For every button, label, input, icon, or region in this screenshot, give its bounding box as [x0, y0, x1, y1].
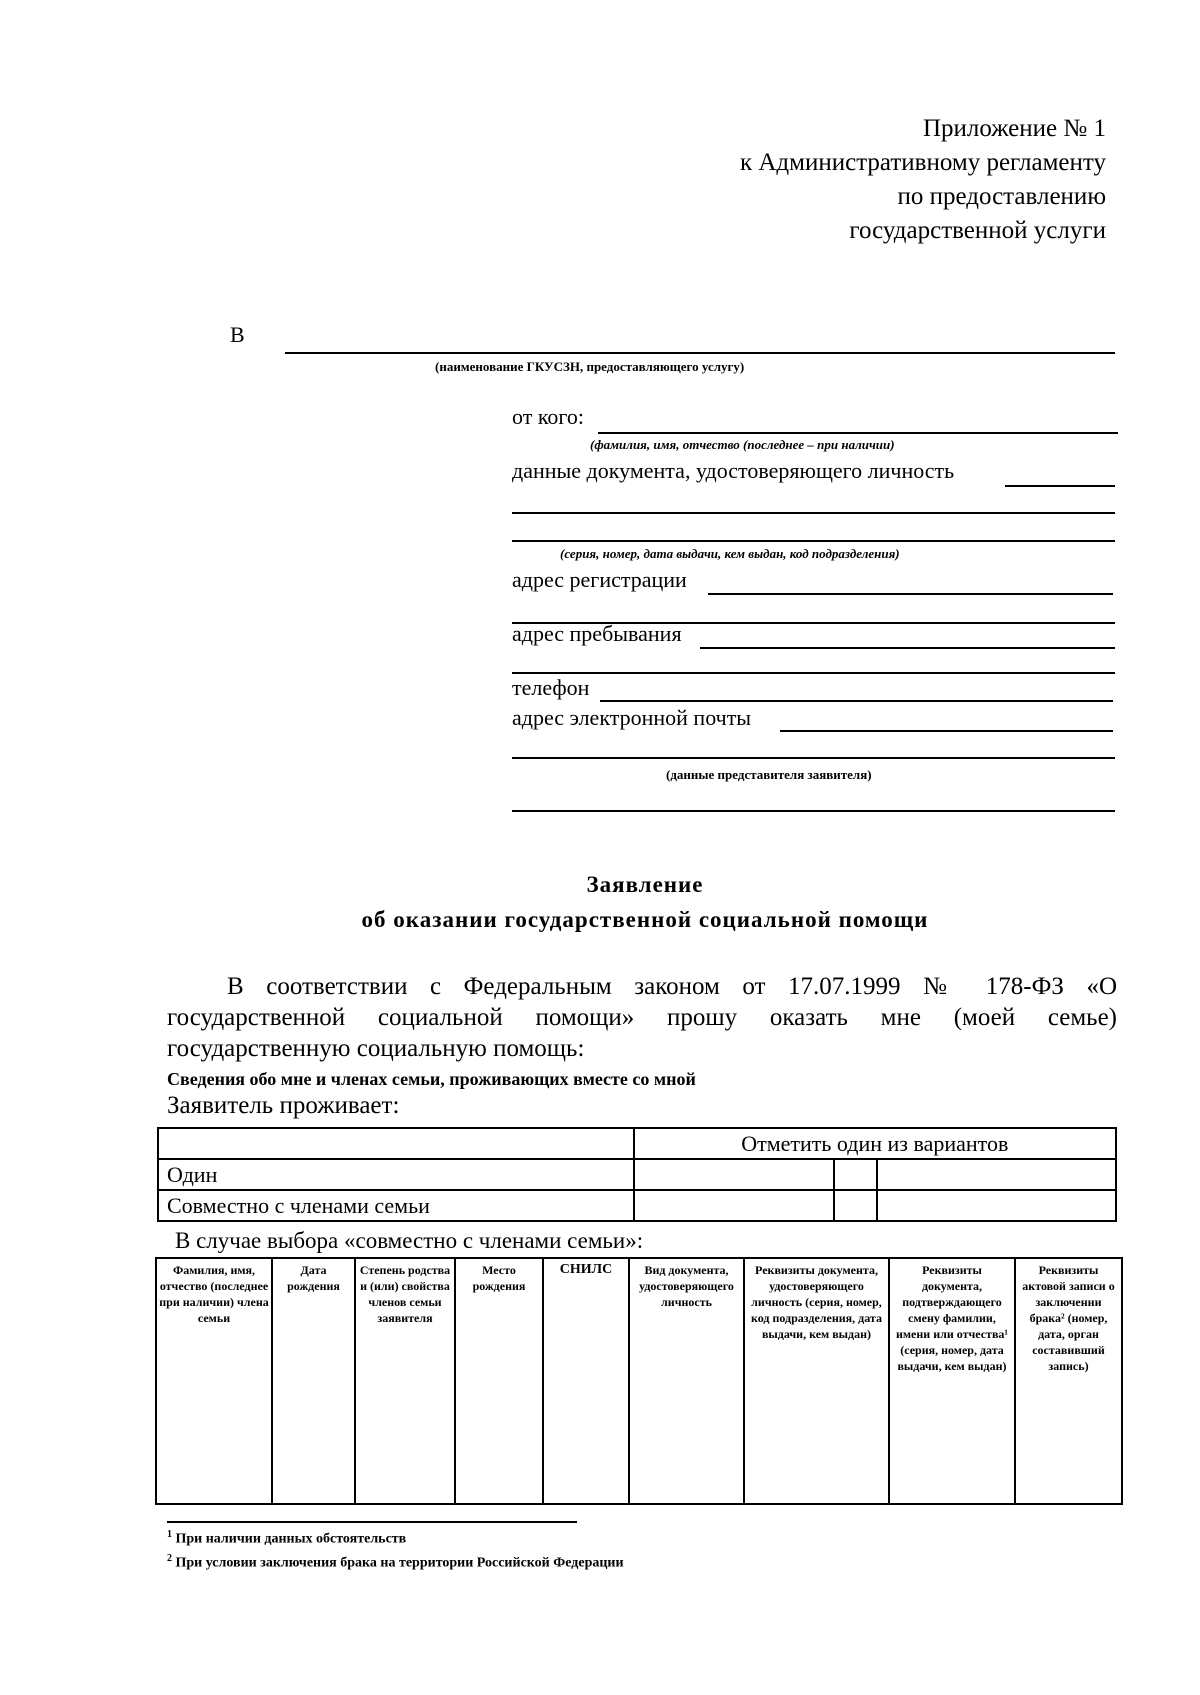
- family-info-heading: Сведения обо мне и членах семьи, проживающих вместе со мной: [167, 1069, 696, 1089]
- col-name-change-doc: Реквизиты документа, подтверждающего смену фамилии, имени или отчества¹ (серия, номер, дата выдачи, кем выдан): [889, 1258, 1015, 1504]
- col-id-doc-details: Реквизиты документа, удостоверяющего личность (серия, номер, код подразделения, дата выдачи, кем выдан): [744, 1258, 889, 1504]
- col-marriage-record: Реквизиты актовой записи о заключении брака² (номер, дата, орган составивший запись): [1015, 1258, 1122, 1504]
- to-field-line[interactable]: [285, 352, 1115, 354]
- footnote-1-text: При наличии данных обстоятельств: [175, 1531, 407, 1547]
- option-family-cell: [634, 1190, 834, 1221]
- col-id-doc-type: Вид документа, удостоверяющего личность: [629, 1258, 744, 1504]
- footnote-2: $^2$ При условии заключения брака на территории Российской Федерации: [167, 1553, 624, 1571]
- stay-address-field-line[interactable]: [700, 647, 1115, 649]
- from-caption: (фамилия, имя, отчество (последнее – при наличии): [590, 437, 895, 452]
- option-alone-label: Один: [158, 1159, 634, 1190]
- appendix-line-4: государственной услуги: [849, 217, 1106, 244]
- footnote-separator: [167, 1521, 577, 1523]
- document-subtitle: об оказании государственной социальной помощи: [361, 907, 929, 932]
- table1-header: Отметить один из вариантов: [634, 1128, 1116, 1159]
- rep-caption: (данные представителя заявителя): [666, 767, 872, 782]
- phone-field-line[interactable]: [600, 700, 1113, 702]
- col-birth-date: Дата рождения: [272, 1258, 355, 1504]
- phone-label: телефон: [512, 675, 590, 700]
- to-label: В: [230, 322, 245, 347]
- table1-header-empty: [158, 1128, 634, 1159]
- appendix-line-3: по предоставлению: [897, 183, 1106, 210]
- from-label: от кого:: [512, 404, 584, 429]
- option-alone-cell: [634, 1159, 834, 1190]
- table2-intro: В случае выбора «совместно с членами семьи»:: [175, 1228, 644, 1253]
- rep-field-line-2[interactable]: [512, 810, 1115, 812]
- living-options-table: [157, 1127, 1117, 1222]
- option-family-checkbox[interactable]: [834, 1190, 878, 1221]
- appendix-line-2: к Административному регламенту: [739, 149, 1106, 176]
- reg-address-field-line[interactable]: [708, 593, 1113, 595]
- option-alone-cell-2: [877, 1159, 1116, 1190]
- id-doc-field-line-2[interactable]: [512, 512, 1115, 514]
- email-field-line[interactable]: [780, 730, 1113, 732]
- family-members-table: [155, 1257, 1123, 1505]
- option-family-cell-2: [877, 1190, 1116, 1221]
- reg-address-label: адрес регистрации: [512, 567, 687, 592]
- id-doc-field-line[interactable]: [1005, 485, 1115, 487]
- appendix-line-1: Приложение № 1: [922, 115, 1106, 142]
- stay-address-label: адрес пребывания: [512, 621, 682, 646]
- to-caption: (наименование ГКУСЗН, предоставляющего услугу): [435, 359, 745, 374]
- option-family-label: Совместно с членами семьи: [158, 1190, 634, 1221]
- rep-field-line[interactable]: [512, 757, 1115, 759]
- col-snils: СНИЛС: [543, 1258, 629, 1504]
- document-title: Заявление: [586, 872, 704, 897]
- from-field-line[interactable]: [598, 432, 1118, 434]
- col-birth-place: Место рождения: [455, 1258, 543, 1504]
- appendix-block: [586, 112, 1106, 248]
- footnote-1: $^1$ При наличии данных обстоятельств: [167, 1529, 407, 1547]
- col-full-name: Фамилия, имя, отчество (последнее при наличии) члена семьи: [156, 1258, 272, 1504]
- id-doc-caption: (серия, номер, дата выдачи, кем выдан, код подразделения): [560, 546, 900, 561]
- body-paragraph: [167, 971, 1117, 1064]
- email-label: адрес электронной почты: [512, 705, 752, 730]
- col-kinship: Степень родства и (или) свойства членов семьи заявителя: [355, 1258, 455, 1504]
- option-alone-checkbox[interactable]: [834, 1159, 878, 1190]
- stay-address-field-line-2[interactable]: [512, 672, 1115, 674]
- id-doc-label: данные документа, удостоверяющего личность: [512, 458, 955, 483]
- footnote-2-text: При условии заключения брака на территории Российской Федерации: [175, 1555, 624, 1571]
- body-paragraph-text: В соответствии с Федеральным законом от 17.07.1999 № 178-ФЗ «О государственной социальной помощи» прошу оказать мне (моей семье) государственную социальную помощь:: [167, 973, 1117, 1062]
- id-doc-field-line-3[interactable]: [512, 540, 1115, 542]
- lives-label: Заявитель проживает:: [167, 1092, 400, 1119]
